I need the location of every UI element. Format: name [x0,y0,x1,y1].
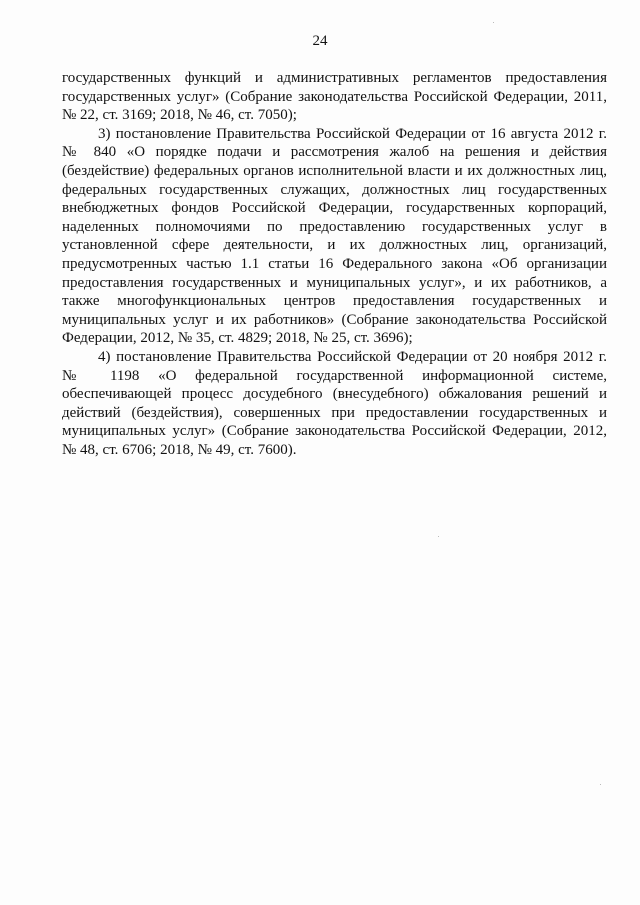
scan-speck [600,784,601,785]
scan-speck [438,536,439,537]
page-number: 24 [312,33,328,49]
scan-speck [493,22,494,23]
paragraph-item-3: 3) постановление Правительства Российской Федерации от 16 августа 2012 г. № 840 «О порядке подачи и рассмотрения жалоб на решения и действия (бездействие) федеральных органов исполнительной власти и их должностных лиц, федеральных государственных служащих, должностных лиц государственных внебюджетных фондов Российской Федерации, государственных корпораций, наделенных полномочиями по предоставлению государственных услуг в установленной сфере деятельности, и их должностных лиц, организаций, предусмотренных частью 1.1 статьи 16 Федерального закона «Об организации предоставления государственных и муниципальных услуг», и их работников, а также многофункциональных центров предоставления государственных и муниципальных услуг и их работников» (Собрание законодательства Российской Федерации, 2012, № 35, ст. 4829; 2018, № 25, ст. 3696); [62,125,607,347]
document-body [62,69,607,459]
paragraph-item-4: 4) постановление Правительства Российской Федерации от 20 ноября 2012 г. № 1198 «О федеральной государственной информационной системе, обеспечивающей процесс досудебного (внесудебного) обжалования решений и действий (бездействия), совершенных при предоставлении государственных и муниципальных услуг» (Собрание законодательства Российской Федерации, 2012, № 48, ст. 6706; 2018, № 49, ст. 7600). [62,348,607,458]
paragraph-continuation: государственных функций и административных регламентов предоставления государственных услуг» (Собрание законодательства Российской Федерации, 2011, № 22, ст. 3169; 2018, № 46, ст. 7050); [62,70,607,124]
